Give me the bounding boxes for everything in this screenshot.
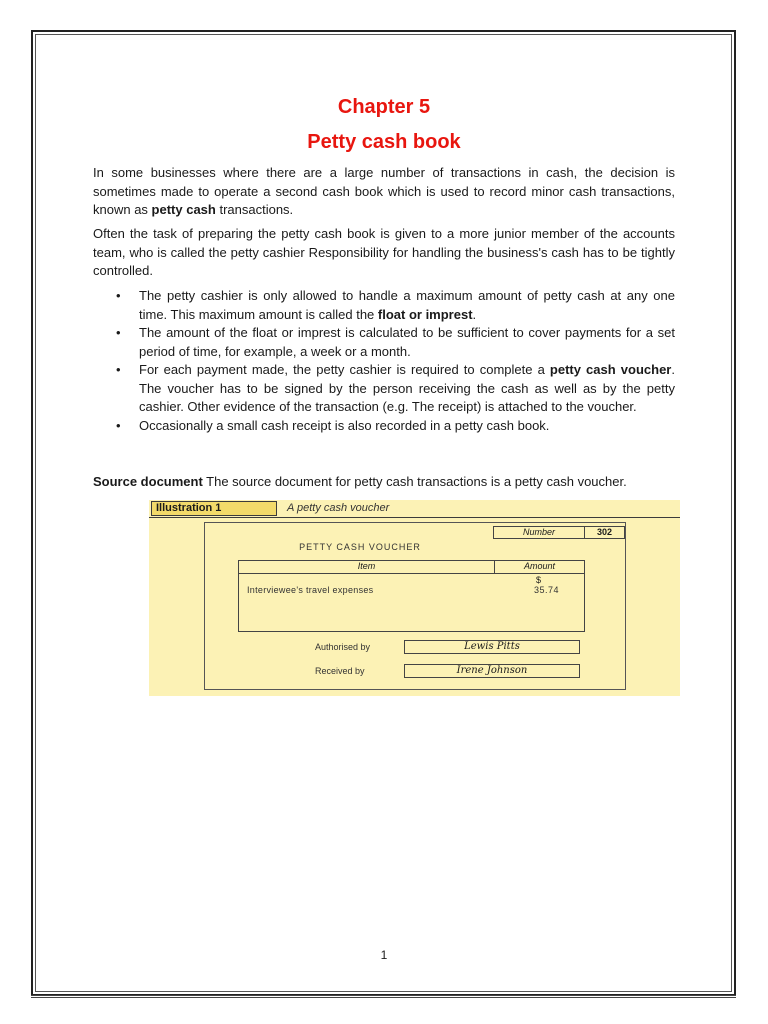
number-label: Number: [494, 527, 585, 538]
bullet-icon: •: [116, 417, 121, 433]
illustration-petty-cash-voucher: [149, 500, 680, 696]
received-by-label: Received by: [315, 666, 365, 676]
items-header: [239, 561, 584, 574]
bullet-text: For each payment made, the petty cashier is required to complete a: [139, 362, 550, 377]
page-title: Petty cash book: [307, 131, 461, 153]
list-item: [93, 417, 675, 436]
page-border-bottom: [31, 995, 736, 998]
bullet-icon: •: [116, 325, 121, 340]
bullet-text: Occasionally a small cash receipt is also recorded in a petty cash book.: [139, 417, 550, 433]
voucher-items-table: [238, 560, 585, 632]
source-document-paragraph: [93, 473, 675, 492]
authorised-signature: Lewis Pitts: [404, 640, 580, 654]
intro-bold-term: petty cash: [151, 202, 216, 217]
voucher-title: PETTY CASH VOUCHER: [299, 542, 421, 552]
illustration-header: [149, 500, 680, 518]
item-amount: 35.74: [534, 585, 560, 595]
source-text: The source document for petty cash transactions is a petty cash voucher.: [202, 474, 627, 489]
voucher-form: [204, 522, 626, 690]
list-item: [93, 361, 675, 417]
illustration-tag: Illustration 1: [151, 501, 277, 516]
list-item: [93, 287, 675, 324]
page-number: 1: [380, 948, 388, 962]
received-signature: Irene Johnson: [404, 664, 580, 678]
bullet-text: The amount of the float or imprest is calculated to be sufficient to cover payments for a set period of time, for example, a week or a month.: [139, 325, 675, 359]
intro-paragraph: [93, 164, 675, 220]
source-label: Source document: [93, 474, 203, 489]
intro-text-end: transactions.: [215, 202, 294, 217]
voucher-number-box: [493, 526, 625, 539]
chapter-heading: Chapter 5: [337, 96, 431, 118]
bullet-text-end: . The voucher has to be signed by the person receiving the cash as well as by the petty cashier. Other evidence of the transaction (e.g. The receipt) is attached to the voucher.: [139, 362, 675, 414]
second-paragraph: Often the task of preparing the petty cash book is given to a more junior member of the accounts team, who is called the petty cashier Responsibility for handling the business's cash has to be tightly controlled.: [93, 226, 675, 278]
authorised-by-label: Authorised by: [315, 642, 371, 652]
bullet-text: The petty cashier is only allowed to handle a maximum amount of petty cash at any one time. This maximum amount is called the: [139, 288, 675, 322]
illustration-caption: A petty cash voucher: [287, 502, 390, 514]
amount-column-header: Amount: [523, 561, 556, 571]
bullet-icon: •: [116, 288, 121, 303]
list-item: [93, 324, 675, 361]
bullet-bold-term: float or imprest: [377, 306, 473, 322]
bullet-icon: •: [116, 362, 121, 377]
bullet-bold-term: petty cash voucher: [549, 362, 672, 377]
currency-symbol: $: [536, 575, 542, 585]
number-value: 302: [596, 527, 613, 537]
intro-text: In some businesses where there are a large number of transactions in cash, the decision is sometimes made to operate a second cash book which is used to record minor cash transactions, known as: [93, 165, 675, 217]
item-column-header: Item: [239, 561, 495, 573]
bullet-list: [93, 287, 675, 435]
bullet-text-end: .: [472, 306, 477, 322]
item-description: Interviewee's travel expenses: [247, 585, 374, 595]
